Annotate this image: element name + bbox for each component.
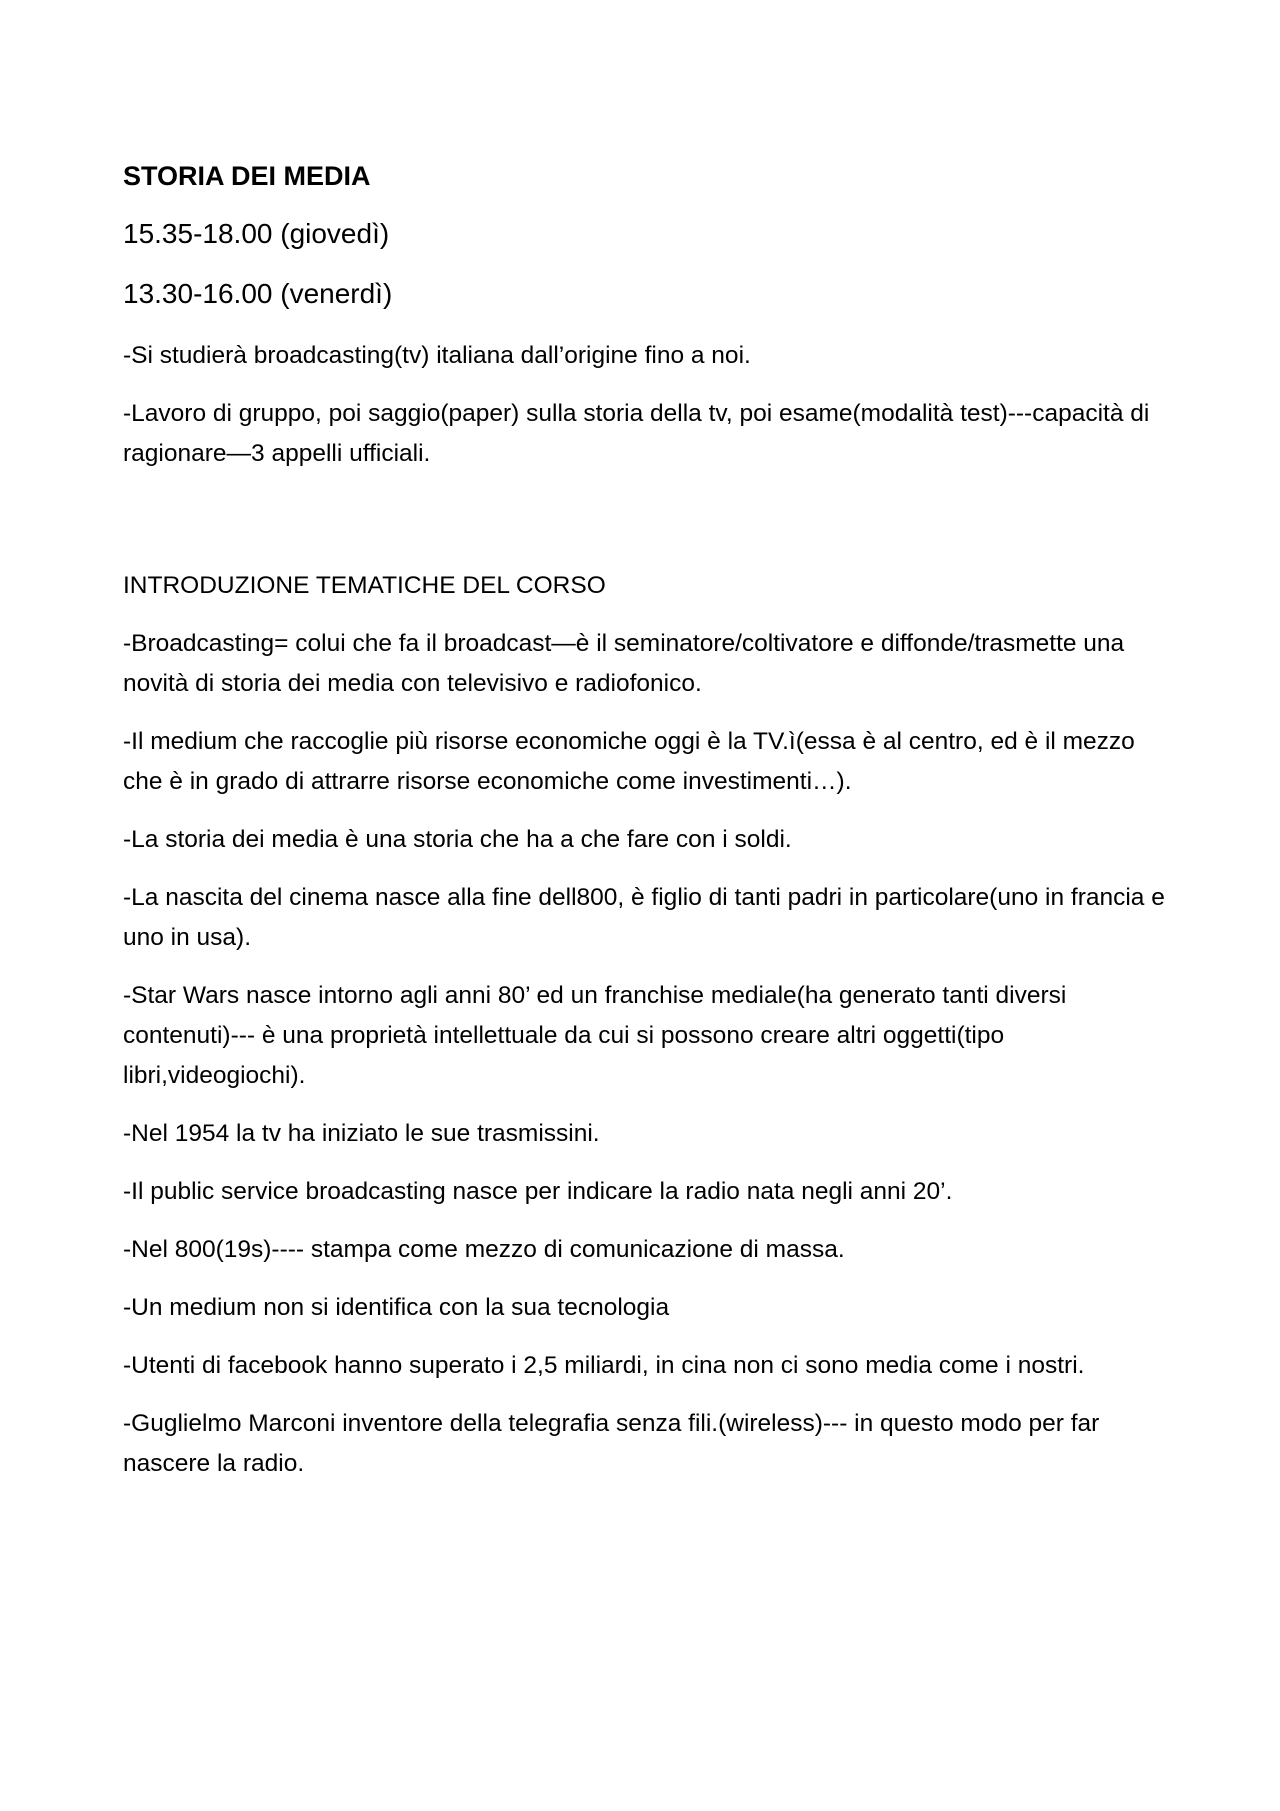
intro-note-1: -Si studierà broadcasting(tv) italiana dall’origine fino a noi. <box>123 342 751 369</box>
intro-note-2: -Lavoro di gruppo, poi saggio(paper) sulla storia della tv, poi esame(modalità test)---capacità di ragionare—3 appelli ufficiali. <box>123 400 1150 467</box>
note-medium-technology: -Un medium non si identifica con la sua tecnologia <box>123 1294 670 1321</box>
schedule-friday: 13.30-16.00 (venerdì) <box>123 278 393 309</box>
schedule-thursday: 15.35-18.00 (giovedì) <box>123 218 390 249</box>
note-media-money: -La storia dei media è una storia che ha a che fare con i soldi. <box>123 826 792 853</box>
note-star-wars: -Star Wars nasce intorno agli anni 80’ ed un franchise mediale(ha generato tanti diversi contenuti)--- è una proprietà intellettuale da cui si possono creare altri oggetti(tipo libri,videogiochi). <box>123 982 1067 1089</box>
note-800: -Nel 800(19s)---- stampa come mezzo di comunicazione di massa. <box>123 1236 845 1263</box>
note-broadcasting: -Broadcasting= colui che fa il broadcast—è il seminatore/coltivatore e diffonde/trasmette una novità di storia dei media con televisivo e radiofonico. <box>123 630 1125 697</box>
note-facebook: -Utenti di facebook hanno superato i 2,5 miliardi, in cina non ci sono media come i nostri. <box>123 1352 1085 1379</box>
note-1954: -Nel 1954 la tv ha iniziato le sue trasmissini. <box>123 1120 600 1147</box>
document-page <box>123 158 1173 1502</box>
note-medium-tv: -Il medium che raccoglie più risorse economiche oggi è la TV.ì(essa è al centro, ed è il mezzo che è in grado di attrarre risorse economiche come investimenti…). <box>123 728 1135 795</box>
note-public-service: -Il public service broadcasting nasce per indicare la radio nata negli anni 20’. <box>123 1178 953 1205</box>
note-marconi: -Guglielmo Marconi inventore della telegrafia senza fili.(wireless)--- in questo modo per far nascere la radio. <box>123 1410 1100 1477</box>
note-cinema: -La nascita del cinema nasce alla fine dell800, è figlio di tanti padri in particolare(uno in francia e uno in usa). <box>123 884 1165 951</box>
section-heading: INTRODUZIONE TEMATICHE DEL CORSO <box>123 572 606 599</box>
document-title: STORIA DEI MEDIA <box>123 161 371 191</box>
